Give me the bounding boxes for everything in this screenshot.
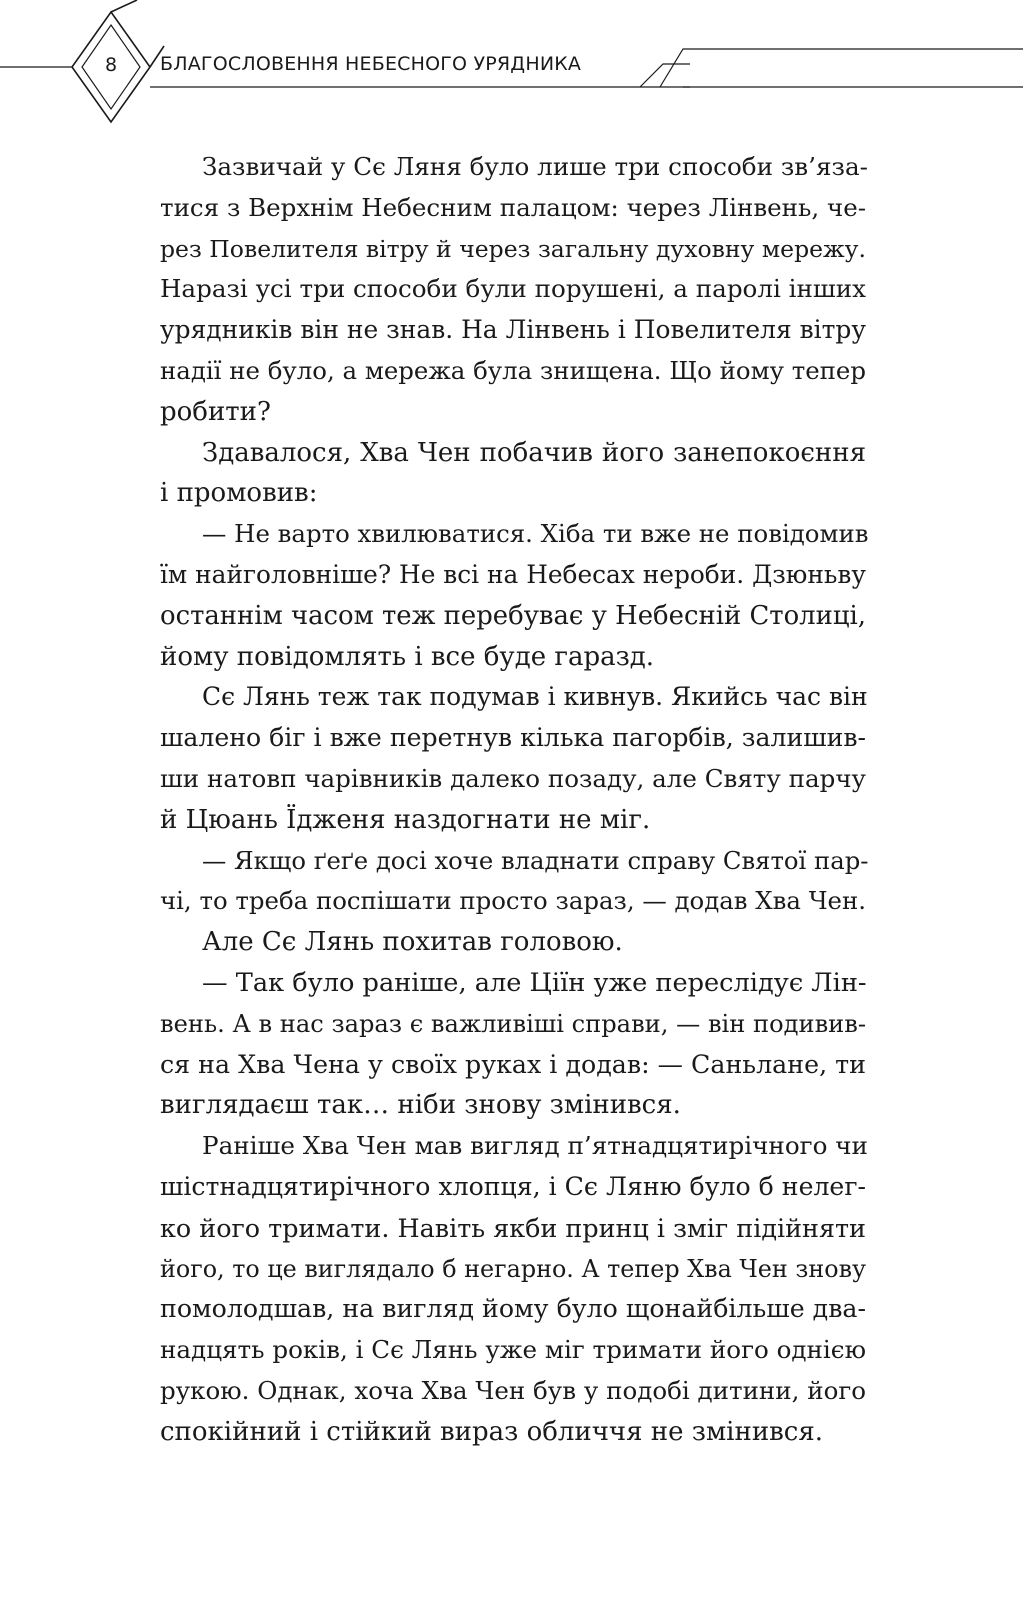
text-line: урядників він не знав. На Лінвень і Повелителя вітру bbox=[160, 315, 866, 345]
text-line: рукою. Однак, хоча Хва Чен був у подобі дитини, його bbox=[160, 1375, 866, 1405]
text-line: вень. А в нас зараз є важливіші справи, — він подивив- bbox=[160, 1009, 866, 1038]
text-line: надії не було, а мережа була знищена. Що йому тепер bbox=[160, 355, 866, 385]
text-line: надцять років, і Сє Лянь уже міг тримати його однією bbox=[160, 1335, 866, 1365]
text-line: — Так було раніше, але Ціїн уже переслідує Лін- bbox=[202, 967, 867, 998]
text-line: Сє Лянь теж так подумав і кивнув. Якийсь час він bbox=[202, 682, 868, 712]
text-line: Зазвичай у Сє Ляня було лише три способи зв’яза- bbox=[202, 152, 868, 181]
text-line: і промовив: bbox=[160, 478, 318, 509]
running-title: БЛАГОСЛОВЕННЯ НЕБЕСНОГО УРЯДНИКА bbox=[160, 53, 582, 75]
text-line: робити? bbox=[160, 396, 271, 427]
text-line: — Якщо ґеґе досі хоче владнати справу Святої пар- bbox=[202, 845, 869, 875]
text-line: шістнадцятирічного хлопця, і Сє Ляню було б нелег- bbox=[160, 1171, 866, 1201]
text-line: рез Повелителя вітру й через загальну духовну мережу. bbox=[160, 234, 866, 263]
text-line: — Не варто хвилюватися. Хіба ти вже не повідомив bbox=[202, 519, 869, 549]
text-line: ши натовп чарівників далеко позаду, але Святу парчу bbox=[160, 763, 866, 793]
text-line: чі, то треба поспішати просто зараз, — додав Хва Чен. bbox=[160, 886, 866, 916]
text-line: виглядаєш так… ніби знову змінився. bbox=[160, 1090, 681, 1121]
text-line: й Цюань Їдженя наздогнати не міг. bbox=[160, 804, 651, 835]
text-line: ся на Хва Чена у своїх руках і додав: — Саньлане, ти bbox=[160, 1049, 867, 1079]
text-line: йому повідомлять і все буде гаразд. bbox=[160, 641, 655, 672]
text-line: Здавалося, Хва Чен побачив його занепокоєння bbox=[202, 437, 866, 468]
text-line: тися з Верхнім Небесним палацом: через Лінвень, че- bbox=[160, 192, 866, 222]
text-line: спокійний і стійкий вираз обличчя не змінився. bbox=[160, 1416, 824, 1447]
text-line: їм найголовніше? Не всі на Небесах нероби. Дзюньву bbox=[160, 559, 866, 589]
text-line: останнім часом теж перебуває у Небесній Столиці, bbox=[160, 600, 866, 631]
text-line: помолодшав, на вигляд йому було щонайбільше два- bbox=[160, 1294, 866, 1324]
text-line: Наразі усі три способи були порушені, а паролі інших bbox=[160, 274, 866, 304]
text-line: ко його тримати. Навіть якби принц і зміг підійняти bbox=[160, 1212, 866, 1243]
text-line: Раніше Хва Чен мав вигляд п’ятнадцятирічного чи bbox=[202, 1131, 868, 1161]
text-line: шалено біг і вже перетнув кілька пагорбів, залишив- bbox=[160, 723, 866, 753]
text-line: його, то це виглядало б негарно. А тепер Хва Чен знову bbox=[160, 1254, 866, 1283]
text-line: Але Сє Лянь похитав головою. bbox=[202, 927, 623, 958]
body-text bbox=[160, 147, 869, 1453]
page-number: 8 bbox=[104, 54, 118, 76]
